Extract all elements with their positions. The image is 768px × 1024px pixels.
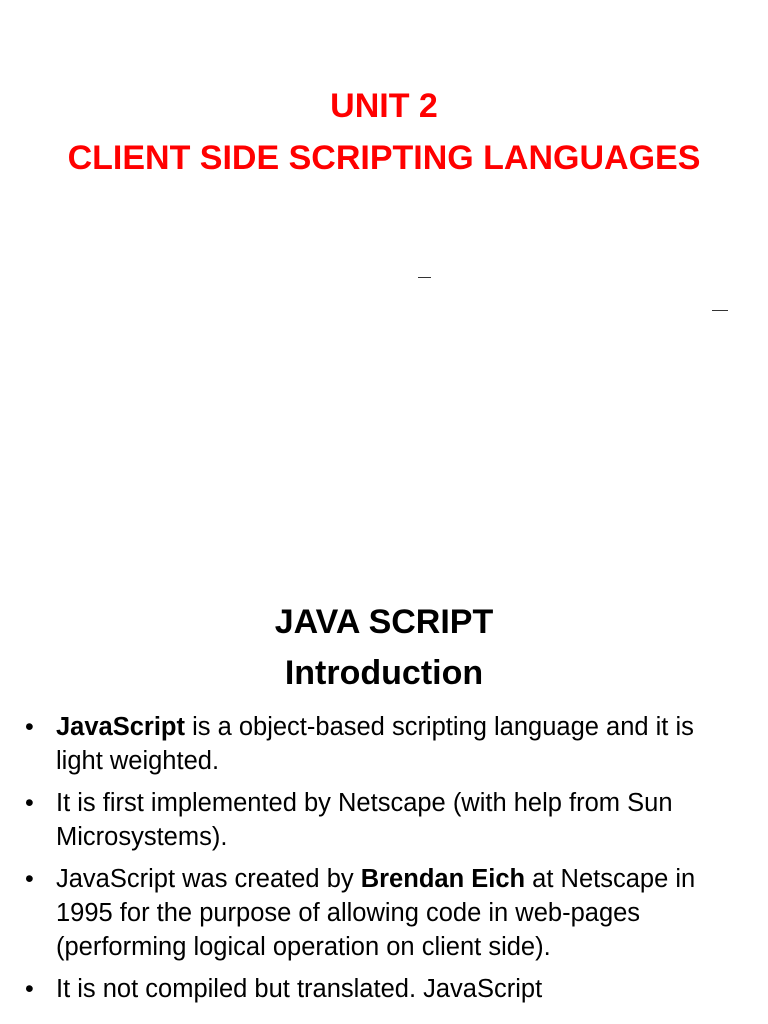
javascript-intro-slide <box>0 560 768 1024</box>
bullet-item <box>0 972 768 1006</box>
bullet-dot-icon: • <box>25 865 34 893</box>
bullet-item <box>0 862 768 964</box>
bullet-text: It is not compiled but translated. JavaScript <box>56 975 543 1003</box>
bullet-text-bold: JavaScript <box>56 713 185 741</box>
bullet-text-bold: Brendan Eich <box>360 865 526 893</box>
stray-dash-mark <box>712 310 728 311</box>
bullet-text: It is first implemented by Netscape (with help from Sun Microsystems). <box>56 789 673 851</box>
course-heading: CLIENT SIDE SCRIPTING LANGUAGES <box>67 139 701 177</box>
bullet-text: at Netscape in 1995 for the purpose of allowing code in web-pages (performing logical operation on client side). <box>56 865 696 961</box>
bullet-list <box>0 710 768 1014</box>
bullet-item <box>0 710 768 778</box>
bullet-text: is a object-based scripting language and it is light weighted. <box>56 713 694 775</box>
unit-heading: UNIT 2 <box>330 87 438 125</box>
slide-title: JAVA SCRIPT <box>274 603 494 641</box>
bullet-dot-icon: • <box>25 789 34 817</box>
bullet-dot-icon: • <box>25 975 34 1003</box>
bullet-item <box>0 786 768 854</box>
bullet-text: JavaScript was created by <box>56 865 361 893</box>
slide-subtitle: Introduction <box>284 654 484 692</box>
stray-dash-mark <box>418 277 431 278</box>
bullet-dot-icon: • <box>25 713 34 741</box>
